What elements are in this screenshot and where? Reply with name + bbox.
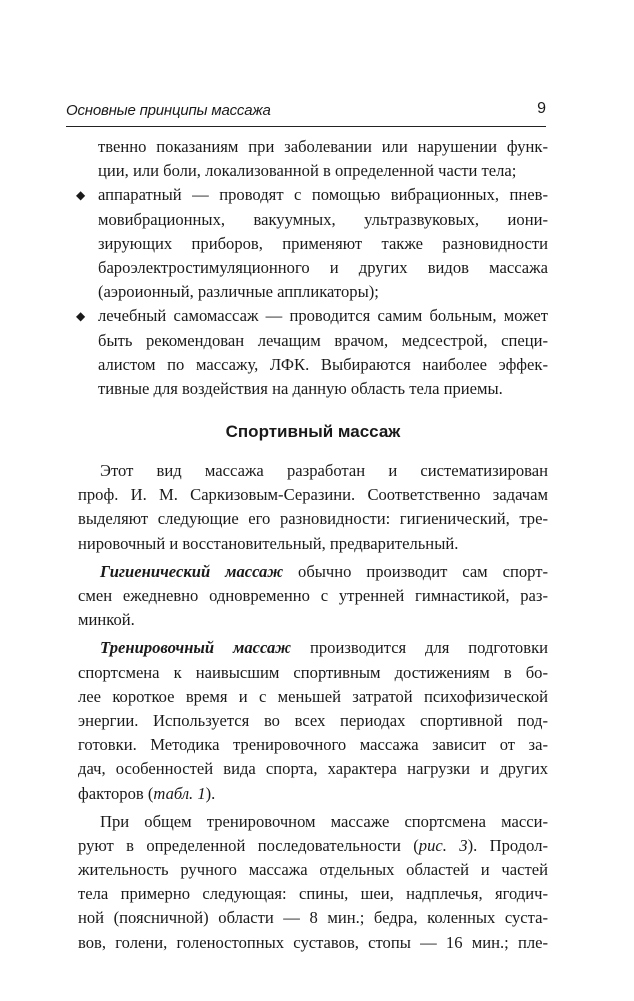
text-line: бароэлектростимуляционного и других видов массажа bbox=[98, 257, 548, 277]
bullet-diamond-icon: ◆ bbox=[76, 188, 86, 203]
text-line: ции, или боли, локализованной в определенной части тела; bbox=[98, 161, 517, 181]
list-item bbox=[78, 183, 548, 304]
text-line: минкой. bbox=[78, 610, 135, 630]
text-line: жительность ручного массажа отдельных областей и частей bbox=[78, 860, 548, 880]
figure-reference: рис. 3 bbox=[418, 835, 468, 855]
text-line: ной (поясничной) области — 8 мин.; бедра, коленных суста- bbox=[78, 908, 548, 928]
text-line: дач, особенностей вида спорта, характера нагрузки и других bbox=[78, 759, 548, 779]
text-line: аппаратный — проводят с помощью вибрационных, пнев- bbox=[98, 185, 548, 205]
paragraph bbox=[78, 459, 548, 556]
page-body bbox=[78, 135, 548, 955]
text-line: (аэроионный, различные аппликаторы); bbox=[98, 282, 379, 302]
text-line: быть рекомендован лечащим врачом, медсестрой, специ- bbox=[98, 330, 548, 350]
paragraph bbox=[78, 810, 548, 955]
text-line: готовки. Методика тренировочного массажа зависит от за- bbox=[78, 735, 548, 755]
text-line: мовибрационных, вакуумных, ультразвуковых, иони- bbox=[98, 209, 548, 229]
running-header bbox=[66, 102, 546, 127]
text-line: нировочный и восстановительный, предварительный. bbox=[78, 533, 459, 553]
page-number: 9 bbox=[537, 100, 546, 117]
term-training: Тренировочный массаж bbox=[100, 638, 292, 658]
text-line: лее короткое время и с меньшей затратой психофизической bbox=[78, 686, 548, 706]
bullet-diamond-icon: ◆ bbox=[76, 309, 86, 324]
text-line: Гигиенический массаж обычно производит сам спорт- bbox=[100, 561, 548, 581]
text-line: Этот вид массажа разработан и систематизирован bbox=[100, 461, 548, 481]
text-line: тивные для воздействия на данную область тела приемы. bbox=[98, 378, 503, 398]
table-reference: табл. 1 bbox=[153, 783, 206, 803]
text-line: энергии. Используется во всех периодах спортивной под- bbox=[78, 710, 548, 730]
text-line: проф. И. М. Саркизовым-Серазини. Соответственно задачам bbox=[78, 485, 548, 505]
list-item bbox=[78, 304, 548, 401]
paragraph bbox=[78, 636, 548, 805]
running-header-title: Основные принципы массажа bbox=[66, 102, 271, 119]
section-heading: Спортивный массаж bbox=[225, 422, 401, 442]
text-line: смен ежедневно одновременно с утренней гимнастикой, раз- bbox=[78, 586, 548, 605]
text-line: При общем тренировочном массаже спортсмена масси- bbox=[100, 811, 548, 831]
text-line: твенно показаниям при заболевании или нарушении функ- bbox=[98, 137, 548, 156]
text-line: выделяют следующие его разновидности: гигиенический, тре- bbox=[78, 509, 548, 529]
text-line: алистом по массажу, ЛФК. Выбираются наиболее эффек- bbox=[98, 354, 548, 374]
text-line: зирующих приборов, применяют также разновидности bbox=[98, 233, 548, 253]
text-line: спортсмена к наивысшим спортивным достижениям в бо- bbox=[78, 662, 548, 682]
list-item-continuation bbox=[78, 135, 548, 183]
paragraph bbox=[78, 560, 548, 633]
text-line: лечебный самомассаж — проводится самим больным, может bbox=[98, 306, 548, 326]
text-line: тела примерно следующая: спины, шеи, надплечья, ягодич- bbox=[78, 884, 548, 904]
text-line: руют в определенной последовательности (рис. 3). Продол- bbox=[78, 835, 549, 855]
text-line: факторов (табл. 1). bbox=[78, 783, 216, 803]
text-line: вов, голени, голеностопных суставов, стопы — 16 мин.; пле- bbox=[78, 932, 548, 952]
text-line: Тренировочный массаж производится для подготовки bbox=[100, 638, 549, 658]
term-hygienic: Гигиенический массаж bbox=[100, 561, 284, 581]
